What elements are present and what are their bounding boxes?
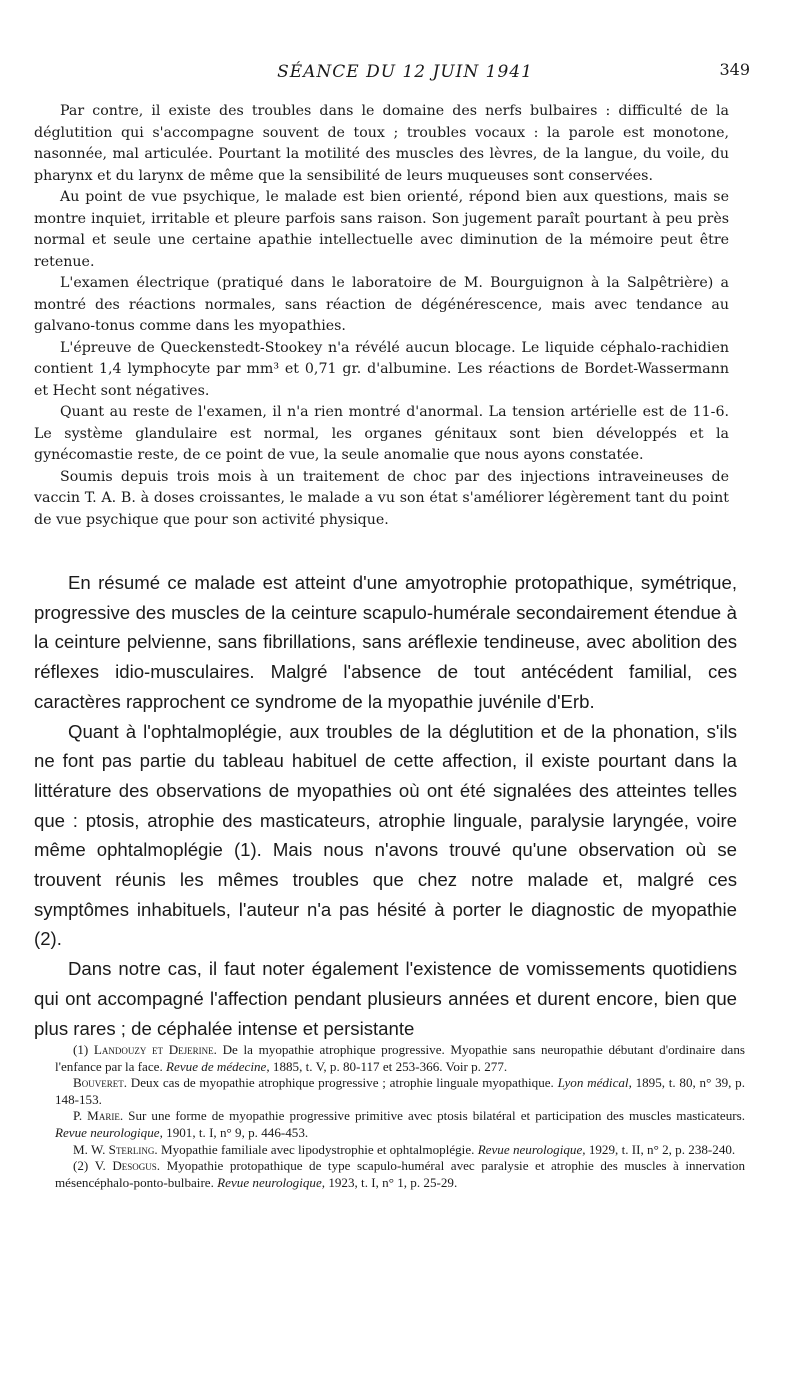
footnote-ref: 1895, t. 80, n° 39, p. 148-153. [55,1075,745,1107]
footnote-ref: 1885, t. V, p. 80-117 et 253-366. Voir p. 277. [269,1058,508,1074]
footnote-author: V. Desogus. [94,1158,161,1174]
paragraph: L'examen électrique (pratiqué dans le laboratoire de M. Bourguignon à la Salpêtrière) a montré des réactions normales, sans réaction de dégénérescence, mais avec tendance au galvano-tonus comme dans les myopathies. [34,275,729,334]
footnote [55,1158,745,1191]
footnote-journal: Revue neurologique, [217,1174,326,1190]
footnote-author: Bouveret. [73,1075,128,1091]
paragraph: En résumé ce malade est atteint d'une amyotrophie protopathique, symétrique, progressive des muscles de la ceinture scapulo-humérale secondairement étendue à la ceinture pelvienne, sans fibrillations, sans aréflexie tendineuse, avec abolition des réflexes idio-musculaires. Malgré l'absence de tout antécédent familial, ces caractères rapprochent ce syndrome de la myopathie juvénile d'Erb. [34,572,737,712]
paragraph: Dans notre cas, il faut noter également l'existence de vomissements quotidiens qui ont accompagné l'affection pendant plusieurs années et durent encore, bien que plus rares ; de céphalée intense et persistante [34,958,737,1039]
footnote-author: P. Marie. [73,1108,124,1124]
footnote-text: De la myopathie atrophique progressive. Myopathie sans neuropathie débutant d'ordinaire dans l'enfance par la face. [55,1042,745,1074]
page-header [60,58,750,86]
footnote-journal: Revue neurologique, [55,1124,163,1140]
summary-section [34,568,737,1043]
footnotes [55,1042,745,1191]
footnote-ref: 1901, t. I, n° 9, p. 446-453. [162,1124,309,1140]
paragraph: Quant à l'ophtalmoplégie, aux troubles de la déglutition et de la phonation, s'ils ne font pas partie du tableau habituel de cette affection, il existe pourtant dans la littérature des observations de myopathies où ont été signalées des atteintes telles que : ptosis, atrophie des masticateurs, atrophie linguale, paralysie laryngée, voire même ophtalmoplégie (1). Mais nous n'avons trouvé qu'une observation où se trouvent réunis les mêmes troubles que chez notre malade et, malgré ces symptômes inhabituels, l'auteur n'a pas hésité à porter le diagnostic de myopathie (2). [34,720,737,950]
footnote [55,1108,745,1141]
footnote-journal: Revue neurologique, [477,1141,586,1157]
paragraph: Quant au reste de l'examen, il n'a rien montré d'anormal. La tension artérielle est de 11-6. Le système glandulaire est normal, les organes génitaux sont bien développés et la gynécomastie reste, de ce point de vue, la seule anomalie que nous ayons constatée. [34,404,729,463]
footnote-text: Myopathie familiale avec lipodystrophie et ophtalmoplégie. [157,1141,478,1157]
footnote [55,1142,745,1159]
running-title: SÉANCE DU 12 JUIN 1941 [277,62,533,82]
paragraph: Soumis depuis trois mois à un traitement de choc par des injections intraveineuses de vaccin T. A. B. à doses croissantes, le malade a vu son état s'améliorer légèrement tant du point de vue psychique que pour son activité physique. [34,468,729,528]
paragraph: Au point de vue psychique, le malade est bien orienté, répond bien aux questions, mais se montre inquiet, irritable et pleure parfois sans raison. Son jugement paraît pourtant à peu près normal et seule une certaine apathie intellectuelle avec diminution de la mémoire peut être retenue. [34,189,729,270]
footnote-marker: (1) [73,1042,94,1057]
footnote-journal: Lyon médical, [557,1075,632,1091]
footnote-author: Landouzy et Dejerine. [93,1042,217,1057]
footnote-text: Myopathie protopathique de type scapulo-huméral avec paralysie et atrophie des muscles à innervation mésencéphalo-ponto-bulbaire. [55,1158,745,1190]
footnote-marker: (2) [73,1158,95,1174]
footnote-ref: 1929, t. II, n° 2, p. 238-240. [585,1141,736,1157]
footnote [55,1075,745,1108]
footnote-author: M. W. Sterling. [73,1141,158,1157]
footnote-journal: Revue de médecine, [166,1058,270,1074]
paragraph: Par contre, il existe des troubles dans le domaine des nerfs bulbaires : difficulté de la déglutition qui s'accompagne souvent de toux ; troubles vocaux : la parole est monotone, nasonnée, mal articulée. Pourtant la motilité des muscles des lèvres, de la langue, du voile, du pharynx et du larynx de même que la sensibilité de leurs muqueuses sont conservées. [34,103,729,184]
footnote [55,1042,745,1075]
paragraph: L'épreuve de Queckenstedt-Stookey n'a révélé aucun blocage. Le liquide céphalo-rachidien contient 1,4 lymphocyte par mm³ et 0,71 gr. d'albumine. Les réactions de Bordet-Wassermann et Hecht sont négatives. [34,339,729,399]
footnote-ref: 1923, t. I, n° 1, p. 25-29. [325,1174,458,1190]
clinical-exam-section [34,101,729,531]
footnote-text: Sur une forme de myopathie progressive primitive avec ptosis bilatéral et participation des muscles masticateurs. [123,1108,745,1124]
page-number: 349 [719,60,750,79]
footnote-text: Deux cas de myopathie atrophique progressive ; atrophie linguale myopathique. [127,1075,558,1091]
